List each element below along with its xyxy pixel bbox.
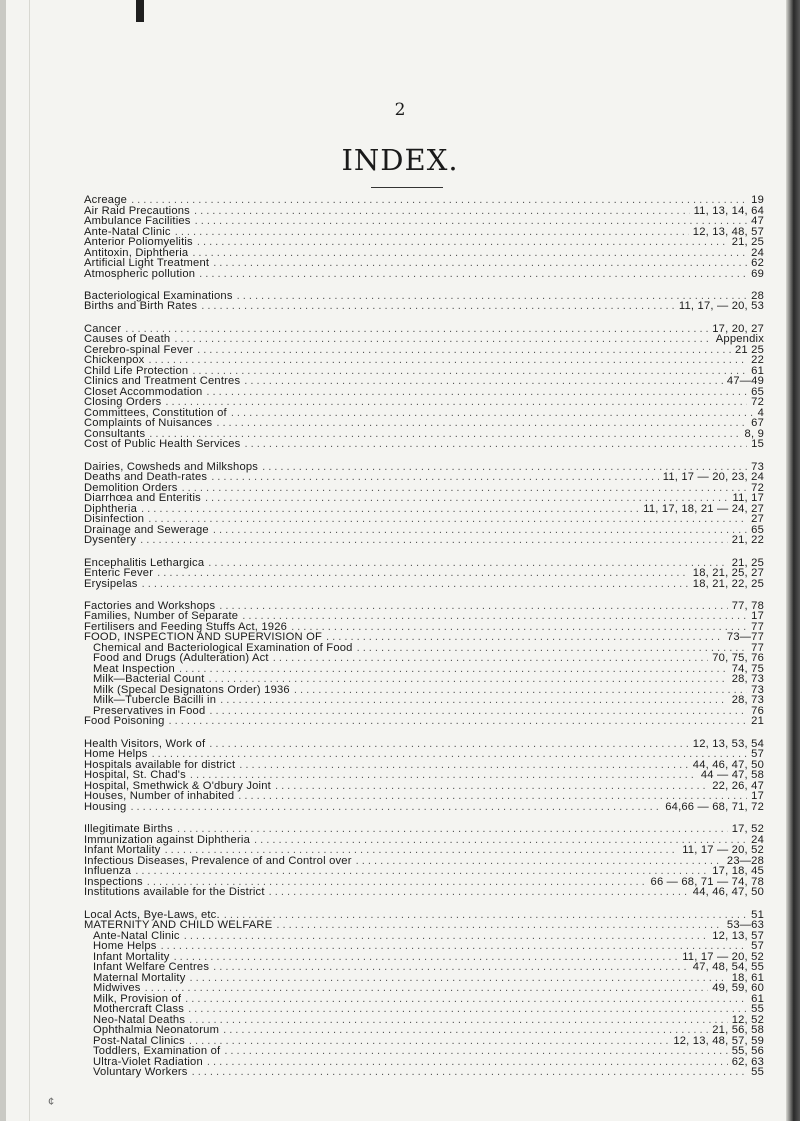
index-entry (84, 835, 764, 846)
dot-leader (231, 408, 754, 419)
dot-leader (125, 324, 708, 335)
index-page-refs: 19 (751, 194, 764, 206)
index-page-refs: 57 (751, 748, 764, 761)
index-term: Families, Number of Separate (84, 610, 239, 623)
index-page-refs: 21, 25 (731, 236, 764, 248)
index-page-refs: 21, 22 (731, 534, 764, 547)
index-term: Cost of Public Health Services (84, 438, 241, 451)
index-page-refs: 51 (751, 908, 764, 921)
index-term: Home Helps (84, 748, 148, 761)
index-term: Antitoxin, Diphtheria (84, 246, 189, 259)
index-entry (84, 195, 764, 206)
index-page-refs: 22 (751, 354, 764, 367)
index-page-refs: 55 (751, 1066, 764, 1079)
index-term: Factories and Workshops (84, 599, 216, 612)
index-page-refs: 55 (751, 1003, 764, 1016)
index-entry (84, 216, 764, 227)
index-page-refs: 17 (751, 610, 764, 623)
index-page-refs: 4 (757, 406, 764, 419)
index-page-refs: 64,66 — 68, 71, 72 (665, 800, 764, 813)
index-entry (84, 931, 764, 942)
dot-leader (148, 355, 747, 366)
index-page-refs: Appendix (715, 333, 764, 346)
index-page-refs: 62, 63 (731, 1055, 764, 1068)
index-term: Air Raid Precautions (84, 204, 190, 217)
index-page-refs: 11, 17, 18, 21 — 24, 27 (643, 502, 764, 515)
index-entry (84, 472, 764, 483)
index-entry (84, 1025, 764, 1036)
dot-leader (220, 695, 728, 706)
index-term: Closet Accommodation (84, 385, 203, 398)
index-term: Demolition Orders (84, 481, 178, 494)
dot-leader (182, 483, 748, 494)
dot-leader (174, 334, 711, 345)
index-term: Food Poisoning (84, 715, 165, 728)
index-page-refs: 12, 13, 48, 57, 59 (673, 1034, 764, 1047)
index-term: Ultra-Violet Radiation (93, 1055, 203, 1068)
index-page-refs: 21 (751, 715, 764, 728)
index-page-refs: 49, 59, 60 (712, 982, 764, 995)
index-page-refs: 73 (751, 683, 764, 696)
index-entry (84, 269, 764, 280)
dot-leader (219, 601, 727, 612)
dot-leader (254, 835, 747, 846)
index-page-refs: 47 (751, 215, 764, 227)
dot-leader (213, 525, 747, 536)
index-entry (84, 994, 764, 1005)
dot-leader (209, 739, 688, 750)
index-page-refs: 21, 25 (731, 556, 764, 569)
dot-leader (237, 291, 748, 302)
index-entry (84, 653, 764, 664)
index-page-refs: 27 (751, 513, 764, 526)
dot-leader (244, 439, 747, 450)
dot-leader (192, 366, 747, 377)
dot-leader (141, 504, 639, 515)
index-term: Milk (Specal Designatons Order) 1936 (93, 683, 290, 696)
index-term: Mothercraft Class (93, 1003, 185, 1016)
page-title: INDEX. (341, 143, 459, 177)
index-page-refs: 73—77 (726, 631, 764, 644)
dot-leader (213, 258, 747, 269)
dot-leader (148, 514, 747, 525)
dot-leader (211, 472, 659, 483)
dot-leader (174, 952, 679, 963)
index-section (84, 195, 764, 279)
index-section (84, 462, 764, 546)
index-page-refs: 62 (751, 257, 764, 269)
index-page-refs: 8, 9 (744, 427, 764, 440)
index-entry (84, 237, 764, 248)
index-term: Illegitimate Births (84, 823, 173, 836)
index-section (84, 910, 764, 1078)
dot-leader (185, 994, 747, 1005)
index-page-refs: 77 (751, 620, 764, 633)
index-page-refs: 67 (751, 417, 764, 430)
index-entry (84, 535, 764, 546)
dot-leader (216, 418, 747, 429)
dot-leader (184, 931, 709, 942)
index-term: Ophthalmia Neonatorum (93, 1024, 220, 1037)
index-entry (84, 387, 764, 398)
dot-leader (189, 1015, 728, 1026)
index-page-refs: 18, 21, 22, 25 (692, 577, 764, 590)
dot-leader (197, 345, 731, 356)
index-page-refs: 11, 13, 14, 64 (693, 204, 764, 217)
dot-leader (239, 760, 688, 771)
dot-leader (244, 376, 723, 387)
index-section (84, 558, 764, 590)
dot-leader (165, 397, 747, 408)
index-page-refs: 61 (751, 992, 764, 1005)
index-term: Milk, Provision of (93, 992, 182, 1005)
index-term: Dairies, Cowsheds and Milkshops (84, 460, 259, 473)
index-entry (84, 791, 764, 802)
index-entry (84, 324, 764, 335)
index-section (84, 824, 764, 898)
index-term: Child Life Protection (84, 364, 189, 377)
index-page-refs: 12, 52 (731, 1013, 764, 1026)
index-page-refs: 12, 13, 48, 57 (692, 225, 764, 238)
index-page-refs: 72 (751, 396, 764, 409)
dot-leader (179, 664, 728, 675)
index-entry (84, 1067, 764, 1078)
index-term: Dysentery (84, 534, 137, 547)
index-entry (84, 568, 764, 579)
dot-leader (294, 685, 747, 696)
index-entry (84, 345, 764, 356)
index-term: Ante-Natal Clinic (93, 929, 180, 942)
dot-leader (192, 1067, 748, 1078)
dot-leader (207, 1057, 728, 1068)
index-page-refs: 17, 20, 27 (712, 322, 764, 335)
index-term: Diarrhœa and Enteritis (84, 492, 201, 505)
index-page-refs: 23—28 (726, 854, 764, 867)
index-term: Infant Mortality (84, 844, 161, 857)
dot-leader (357, 643, 748, 654)
index-page-refs: 11, 17 — 20, 23, 24 (662, 471, 764, 484)
index-section (84, 324, 764, 450)
dot-leader (206, 387, 747, 398)
index-term: Chemical and Bacteriological Examination of Food (93, 641, 353, 654)
index-page-refs: 11, 17, — 20, 53 (678, 300, 764, 313)
index-entry (84, 418, 764, 429)
index-page-refs: 77 (751, 641, 764, 654)
stray-mark: ¢ (48, 1096, 55, 1108)
index-term: Cerebro-spinal Fever (84, 343, 194, 356)
index-entry (84, 504, 764, 515)
dot-leader (224, 1046, 727, 1057)
index-entry (84, 558, 764, 569)
index-page-refs: 24 (751, 246, 764, 259)
index-page-refs: 76 (751, 704, 764, 717)
index-entry (84, 802, 764, 813)
index-term: Toddlers, Examination of (93, 1045, 221, 1058)
index-page-refs: 65 (751, 523, 764, 536)
scan-corner-mark (136, 0, 144, 22)
index-entry (84, 760, 764, 771)
index-page-refs: 28 (751, 289, 764, 302)
dot-leader (213, 962, 689, 973)
index-page-refs: 77, 78 (731, 599, 764, 612)
index-page-refs: 17, 18, 45 (712, 865, 764, 878)
dot-leader (175, 227, 689, 238)
index-term: Infectious Diseases, Prevalence of and Control over (84, 854, 352, 867)
dot-leader (142, 579, 689, 590)
index-entry (84, 973, 764, 984)
index-page-refs: 22, 26, 47 (712, 779, 764, 792)
index-entry (84, 716, 764, 727)
index-term: Institutions available for the District (84, 886, 265, 899)
dot-leader (209, 706, 747, 717)
dot-leader (145, 983, 709, 994)
index-term: Consultants (84, 427, 146, 440)
index-term: Artificial Light Treatment (84, 257, 210, 269)
index-term: Hospitals available for district (84, 758, 236, 771)
index-term: Neo-Natal Deaths (93, 1013, 186, 1026)
dot-leader (169, 716, 748, 727)
index-term: Health Visitors, Work of (84, 737, 206, 750)
index-entry (84, 887, 764, 898)
index-term: Causes of Death (84, 333, 171, 346)
index-term: Home Helps (93, 940, 157, 953)
index-term: Births and Birth Rates (84, 300, 198, 313)
dot-leader (269, 887, 689, 898)
index-term: Milk—Bacterial Count (93, 673, 205, 686)
dot-leader (130, 802, 661, 813)
index-entry (84, 856, 764, 867)
index-page-refs: 17, 52 (731, 823, 764, 836)
dot-leader (224, 910, 747, 921)
index-term: Clinics and Treatment Centres (84, 375, 241, 388)
index-page-refs: 28, 73 (731, 694, 764, 707)
index-page-refs: 69 (751, 267, 764, 280)
index-entry (84, 1004, 764, 1015)
index-entry (84, 579, 764, 590)
index-term: Immunization against Diphtheria (84, 833, 251, 846)
index-term: Cancer (84, 322, 122, 335)
index-page-refs: 28, 73 (731, 673, 764, 686)
index-page-refs: 18, 21, 25, 27 (692, 567, 764, 580)
index-term: Enteric Fever (84, 567, 154, 580)
index-entry (84, 301, 764, 312)
index-section (84, 739, 764, 813)
index-term: Infant Mortality (93, 950, 170, 963)
dot-leader (242, 611, 747, 622)
index-term: Chickenpox (84, 354, 145, 367)
dot-leader (195, 216, 748, 227)
index-term: Preservatives in Food (93, 704, 206, 717)
index-term: Anterior Poliomyelitis (84, 236, 193, 248)
index-term: Diphtheria (84, 502, 137, 515)
dot-leader (188, 1004, 747, 1015)
index-page-refs: 11, 17 — 20, 52 (682, 844, 764, 857)
index-page-refs: 12, 13, 53, 54 (692, 737, 764, 750)
index-term: Hospital, St. Chad's (84, 769, 186, 782)
index-page-refs: 57 (751, 940, 764, 953)
index-term: Housing (84, 800, 127, 813)
index-page-refs: 72 (751, 481, 764, 494)
index-page-refs: 44, 46, 47, 50 (692, 886, 764, 899)
index-term: Committees, Constitution of (84, 406, 227, 419)
index-page-refs: 17 (751, 790, 764, 803)
index-term: Food and Drugs (Adulteration) Act (93, 652, 269, 665)
index-entry (84, 920, 764, 931)
index-term: Ambulance Facilities (84, 215, 191, 227)
dot-leader (161, 941, 748, 952)
index-term: Influenza (84, 865, 132, 878)
index-page-refs: 55, 56 (731, 1045, 764, 1058)
index-term: Midwives (93, 982, 141, 995)
title-divider (371, 187, 443, 188)
index-page-refs: 70, 75, 76 (712, 652, 764, 665)
dot-leader (326, 632, 723, 643)
index-page-refs: 65 (751, 385, 764, 398)
dot-leader (199, 269, 747, 280)
index-page-refs: 18, 61 (731, 971, 764, 984)
index-entry (84, 706, 764, 717)
index-entry (84, 525, 764, 536)
dot-leader (152, 749, 748, 760)
index-page-refs: 11, 17 — 20, 52 (682, 950, 764, 963)
index-entry (84, 962, 764, 973)
index-entry (84, 983, 764, 994)
index-term: Meat Inspection (93, 662, 175, 675)
dot-leader (194, 206, 690, 217)
index-entry (84, 941, 764, 952)
index-term: Houses, Number of inhabited (84, 790, 235, 803)
index-page-refs: 61 (751, 364, 764, 377)
dot-leader (140, 535, 728, 546)
dot-leader (135, 866, 708, 877)
index-page-refs: 44, 46, 47, 50 (692, 758, 764, 771)
index-term: Acreage (84, 194, 128, 206)
dot-leader (273, 653, 708, 664)
index-term: Infant Welfare Centres (93, 961, 210, 974)
index-page-refs: 47, 48, 54, 55 (692, 961, 764, 974)
index-term: Inspections (84, 875, 143, 888)
dot-leader (192, 248, 747, 259)
index-term: Erysipelas (84, 577, 138, 590)
index-term: Encephalitis Lethargica (84, 556, 205, 569)
page-number: 2 (394, 100, 406, 120)
index-term: Disinfection (84, 513, 145, 526)
index-term: Deaths and Death-rates (84, 471, 208, 484)
index-page-refs: 21, 56, 58 (712, 1024, 764, 1037)
index-term: MATERNITY AND CHILD WELFARE (84, 919, 273, 932)
index-page-refs: 24 (751, 833, 764, 846)
dot-leader (276, 920, 723, 931)
dot-leader (223, 1025, 708, 1036)
dot-leader (291, 622, 747, 633)
index-term: Closing Orders (84, 396, 162, 409)
dot-leader (275, 781, 708, 792)
index-entry (84, 439, 764, 450)
dot-leader (356, 856, 723, 867)
index-page-refs: 15 (751, 438, 764, 451)
index-page-refs: 11, 17 (732, 492, 764, 505)
index-term: FOOD, INSPECTION AND SUPERVISION OF (84, 631, 323, 644)
index-entry (84, 258, 764, 269)
dot-leader (208, 558, 727, 569)
index-term: Fertilisers and Feeding Stuffs Act, 1926 (84, 620, 288, 633)
dot-leader (177, 824, 728, 835)
dot-leader (189, 1036, 669, 1047)
dot-leader (201, 301, 675, 312)
index-term: Complaints of Nuisances (84, 417, 213, 430)
index-term: Local Acts, Bye-Laws, etc. (84, 908, 220, 921)
index-page-refs: 47—49 (726, 375, 764, 388)
index-list (84, 195, 764, 1090)
index-section (84, 291, 764, 312)
index-page-refs: 53—63 (726, 919, 764, 932)
index-page-refs: 21 25 (735, 343, 764, 356)
index-section (84, 601, 764, 727)
index-page-refs: 12, 13, 57 (712, 929, 764, 942)
index-term: Bacteriological Examinations (84, 289, 233, 302)
index-term: Maternal Mortality (93, 971, 186, 984)
index-page-refs: 73 (751, 460, 764, 473)
index-entry (84, 739, 764, 750)
dot-leader (197, 237, 728, 248)
dot-leader (190, 973, 728, 984)
index-page-refs: 74, 75 (731, 662, 764, 675)
index-page-refs: 44 — 47, 58 (700, 769, 764, 782)
index-term: Atmospheric pollution (84, 267, 196, 280)
index-term: Drainage and Sewerage (84, 523, 209, 536)
dot-leader (131, 195, 747, 206)
index-term: Post-Natal Clinics (93, 1034, 185, 1047)
index-page-refs: 66 — 68, 71 — 74, 78 (650, 875, 764, 888)
index-term: Ante-Natal Clinic (84, 225, 171, 238)
index-term: Milk—Tubercle Bacilli in (93, 694, 217, 707)
index-term: Voluntary Workers (93, 1066, 188, 1079)
index-term: Hospital, Smethwick & O'dbury Joint (84, 779, 271, 792)
dot-leader (157, 568, 689, 579)
